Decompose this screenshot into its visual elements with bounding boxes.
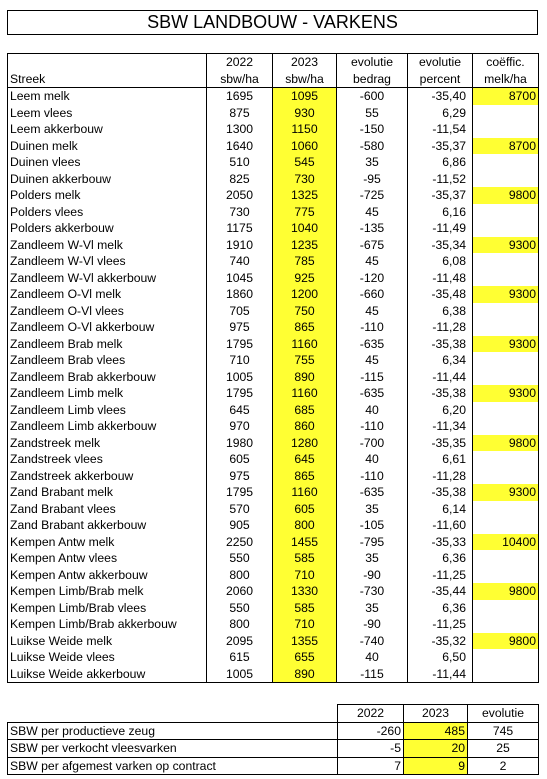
cell-coeffic-melk [473, 352, 539, 369]
cell-sbw-2023: 930 [273, 105, 337, 122]
cell-evolutie-bedrag: -635 [337, 385, 408, 402]
table-row [8, 286, 539, 303]
cell-streek: Zandleem Limb vlees [8, 402, 207, 419]
cell-evolutie-percent: -35,44 [408, 583, 473, 600]
cell-streek: Zandleem O-Vl vlees [8, 303, 207, 320]
cell-sbw-2022: 2250 [207, 534, 273, 551]
cell-sbw-2022: 645 [207, 402, 273, 419]
cell-sbw-2022: 730 [207, 204, 273, 221]
cell-coeffic-melk: 9800 [473, 435, 539, 452]
cell-coeffic-melk [473, 501, 539, 518]
cell-evolutie-percent: -35,48 [408, 286, 473, 303]
cell-evolutie-bedrag: 35 [337, 154, 408, 171]
table-row [8, 369, 539, 386]
cell-sbw-2023: 585 [273, 550, 337, 567]
cell-coeffic-melk [473, 220, 539, 237]
cell-sbw-2023: 710 [273, 567, 337, 584]
summary-header-blank [8, 705, 338, 723]
cell-coeffic-melk: 8700 [473, 88, 539, 105]
cell-evolutie-bedrag: -700 [337, 435, 408, 452]
cell-evolutie-bedrag: -675 [337, 237, 408, 254]
cell-evolutie-bedrag: -105 [337, 517, 408, 534]
header-percent: percent [408, 71, 473, 88]
cell-sbw-2023: 775 [273, 204, 337, 221]
header-streek: Streek [8, 71, 207, 88]
cell-streek: Kempen Limb/Brab akkerbouw [8, 616, 207, 633]
cell-coeffic-melk [473, 600, 539, 617]
cell-evolutie-percent: 6,38 [408, 303, 473, 320]
table-row [8, 121, 539, 138]
cell-streek: Kempen Antw akkerbouw [8, 567, 207, 584]
cell-evolutie-bedrag: -580 [337, 138, 408, 155]
cell-sbw-2023: 730 [273, 171, 337, 188]
cell-coeffic-melk: 9800 [473, 583, 539, 600]
cell-sbw-2022: 550 [207, 550, 273, 567]
header-evolutie-percent: evolutie [408, 54, 473, 71]
cell-coeffic-melk [473, 649, 539, 666]
cell-coeffic-melk [473, 418, 539, 435]
cell-evolutie-bedrag: -660 [337, 286, 408, 303]
cell-streek: Luikse Weide melk [8, 633, 207, 650]
cell-coeffic-melk [473, 270, 539, 287]
cell-coeffic-melk [473, 666, 539, 683]
cell-evolutie-bedrag: -635 [337, 336, 408, 353]
header-2023: 2023 [273, 54, 337, 71]
table-row [8, 484, 539, 501]
cell-evolutie-percent: 6,36 [408, 550, 473, 567]
cell-sbw-2022: 605 [207, 451, 273, 468]
cell-streek: Zandleem Brab vlees [8, 352, 207, 369]
cell-sbw-2022: 1175 [207, 220, 273, 237]
cell-sbw-2022: 800 [207, 616, 273, 633]
cell-streek: Kempen Antw melk [8, 534, 207, 551]
cell-sbw-2022: 1695 [207, 88, 273, 105]
cell-sbw-2023: 1040 [273, 220, 337, 237]
cell-sbw-2023: 890 [273, 666, 337, 683]
cell-sbw-2023: 585 [273, 600, 337, 617]
cell-evolutie-percent: -11,25 [408, 616, 473, 633]
cell-evolutie-percent: -11,49 [408, 220, 473, 237]
table-row [8, 138, 539, 155]
cell-evolutie-percent: 6,29 [408, 105, 473, 122]
cell-evolutie-percent: 6,36 [408, 600, 473, 617]
cell-sbw-2023: 645 [273, 451, 337, 468]
cell-sbw-2023: 685 [273, 402, 337, 419]
cell-sbw-2022: 1860 [207, 286, 273, 303]
summary-table [7, 704, 539, 775]
cell-evolutie-bedrag: -110 [337, 468, 408, 485]
cell-evolutie-percent: -35,38 [408, 336, 473, 353]
header-bedrag: bedrag [337, 71, 408, 88]
cell-coeffic-melk [473, 171, 539, 188]
table-row [8, 270, 539, 287]
cell-streek: Duinen vlees [8, 154, 207, 171]
cell-evolutie-bedrag: -95 [337, 171, 408, 188]
cell-coeffic-melk [473, 402, 539, 419]
header-row-1 [8, 54, 539, 71]
summary-row [8, 722, 539, 740]
cell-sbw-2022: 2095 [207, 633, 273, 650]
summary-row [8, 740, 539, 758]
cell-evolutie-bedrag: -110 [337, 418, 408, 435]
cell-coeffic-melk [473, 303, 539, 320]
cell-sbw-2023: 1060 [273, 138, 337, 155]
cell-sbw-2022: 1005 [207, 666, 273, 683]
cell-evolutie-percent: 6,34 [408, 352, 473, 369]
cell-evolutie-percent: -11,34 [408, 418, 473, 435]
cell-evolutie-percent: -11,25 [408, 567, 473, 584]
header-2022-unit: sbw/ha [207, 71, 273, 88]
cell-streek: Leem vlees [8, 105, 207, 122]
cell-sbw-2022: 975 [207, 468, 273, 485]
cell-coeffic-melk [473, 319, 539, 336]
cell-evolutie-bedrag: -90 [337, 616, 408, 633]
cell-evolutie-bedrag: -90 [337, 567, 408, 584]
cell-sbw-2022: 1795 [207, 336, 273, 353]
cell-sbw-2023: 605 [273, 501, 337, 518]
summary-2023: 485 [404, 722, 468, 740]
table-row [8, 237, 539, 254]
cell-evolutie-percent: 6,61 [408, 451, 473, 468]
table-row [8, 567, 539, 584]
table-row [8, 105, 539, 122]
cell-sbw-2022: 710 [207, 352, 273, 369]
summary-header-2022: 2022 [338, 705, 404, 723]
table-row [8, 303, 539, 320]
cell-evolutie-bedrag: -115 [337, 666, 408, 683]
table-row [8, 352, 539, 369]
cell-evolutie-bedrag: 40 [337, 402, 408, 419]
cell-coeffic-melk: 10400 [473, 534, 539, 551]
table-row [8, 171, 539, 188]
header-melk-ha: melk/ha [473, 71, 539, 88]
cell-sbw-2022: 1795 [207, 385, 273, 402]
cell-evolutie-bedrag: -150 [337, 121, 408, 138]
cell-evolutie-percent: -11,54 [408, 121, 473, 138]
cell-sbw-2022: 1045 [207, 270, 273, 287]
summary-header-evolutie: evolutie [468, 705, 539, 723]
cell-evolutie-percent: 6,50 [408, 649, 473, 666]
cell-evolutie-percent: -35,34 [408, 237, 473, 254]
cell-sbw-2022: 875 [207, 105, 273, 122]
cell-evolutie-bedrag: 55 [337, 105, 408, 122]
table-row [8, 550, 539, 567]
header-blank [8, 54, 207, 71]
summary-evolutie: 745 [468, 722, 539, 740]
cell-sbw-2023: 755 [273, 352, 337, 369]
table-row [8, 468, 539, 485]
cell-sbw-2023: 750 [273, 303, 337, 320]
header-2022: 2022 [207, 54, 273, 71]
cell-evolutie-percent: -35,37 [408, 187, 473, 204]
table-row [8, 517, 539, 534]
cell-evolutie-percent: -35,33 [408, 534, 473, 551]
summary-evolutie: 25 [468, 740, 539, 758]
cell-evolutie-percent: -35,37 [408, 138, 473, 155]
table-row [8, 633, 539, 650]
cell-sbw-2022: 510 [207, 154, 273, 171]
sbw-table [7, 53, 539, 683]
summary-2022: -260 [338, 722, 404, 740]
cell-streek: Zandleem Brab akkerbouw [8, 369, 207, 386]
cell-evolutie-percent: -35,38 [408, 385, 473, 402]
cell-evolutie-bedrag: -115 [337, 369, 408, 386]
cell-streek: Kempen Antw vlees [8, 550, 207, 567]
cell-evolutie-percent: 6,14 [408, 501, 473, 518]
cell-sbw-2022: 1910 [207, 237, 273, 254]
cell-streek: Zandleem O-Vl melk [8, 286, 207, 303]
table-row [8, 666, 539, 683]
cell-sbw-2023: 1280 [273, 435, 337, 452]
cell-streek: Zand Brabant vlees [8, 501, 207, 518]
cell-coeffic-melk [473, 253, 539, 270]
cell-evolutie-bedrag: -135 [337, 220, 408, 237]
cell-coeffic-melk [473, 121, 539, 138]
table-row [8, 253, 539, 270]
cell-evolutie-bedrag: 35 [337, 501, 408, 518]
cell-sbw-2022: 975 [207, 319, 273, 336]
cell-sbw-2023: 865 [273, 468, 337, 485]
summary-2022: -5 [338, 740, 404, 758]
cell-sbw-2022: 2060 [207, 583, 273, 600]
cell-streek: Zandleem W-Vl melk [8, 237, 207, 254]
cell-evolutie-percent: -11,52 [408, 171, 473, 188]
cell-evolutie-percent: -11,44 [408, 666, 473, 683]
cell-coeffic-melk [473, 369, 539, 386]
cell-coeffic-melk: 9300 [473, 336, 539, 353]
cell-evolutie-bedrag: 40 [337, 649, 408, 666]
cell-streek: Zand Brabant akkerbouw [8, 517, 207, 534]
cell-streek: Zandleem O-Vl akkerbouw [8, 319, 207, 336]
cell-coeffic-melk: 9300 [473, 286, 539, 303]
cell-coeffic-melk [473, 105, 539, 122]
cell-sbw-2023: 710 [273, 616, 337, 633]
page-title: SBW LANDBOUW - VARKENS [7, 10, 538, 35]
cell-sbw-2023: 1160 [273, 484, 337, 501]
cell-streek: Leem akkerbouw [8, 121, 207, 138]
cell-evolutie-bedrag: 35 [337, 550, 408, 567]
cell-streek: Leem melk [8, 88, 207, 105]
cell-sbw-2022: 1300 [207, 121, 273, 138]
cell-streek: Zandleem Limb akkerbouw [8, 418, 207, 435]
cell-evolutie-bedrag: -795 [337, 534, 408, 551]
table-row [8, 220, 539, 237]
cell-sbw-2022: 2050 [207, 187, 273, 204]
cell-sbw-2022: 1980 [207, 435, 273, 452]
cell-coeffic-melk: 9800 [473, 633, 539, 650]
header-2023-unit: sbw/ha [273, 71, 337, 88]
table-row [8, 385, 539, 402]
cell-evolutie-percent: -11,28 [408, 319, 473, 336]
table-row [8, 336, 539, 353]
cell-evolutie-bedrag: 45 [337, 352, 408, 369]
cell-evolutie-percent: 6,08 [408, 253, 473, 270]
table-row [8, 501, 539, 518]
cell-sbw-2023: 785 [273, 253, 337, 270]
summary-2022: 7 [338, 757, 404, 775]
cell-streek: Zand Brabant melk [8, 484, 207, 501]
cell-coeffic-melk [473, 616, 539, 633]
cell-streek: Duinen melk [8, 138, 207, 155]
cell-sbw-2022: 1005 [207, 369, 273, 386]
table-row [8, 418, 539, 435]
table-row [8, 402, 539, 419]
cell-sbw-2023: 1160 [273, 336, 337, 353]
cell-evolutie-bedrag: -740 [337, 633, 408, 650]
cell-sbw-2023: 1235 [273, 237, 337, 254]
cell-sbw-2022: 800 [207, 567, 273, 584]
cell-evolutie-percent: 6,16 [408, 204, 473, 221]
header-evolutie-bedrag: evolutie [337, 54, 408, 71]
table-row [8, 154, 539, 171]
cell-evolutie-bedrag: 45 [337, 253, 408, 270]
cell-sbw-2022: 570 [207, 501, 273, 518]
summary-2023: 20 [404, 740, 468, 758]
cell-sbw-2022: 1640 [207, 138, 273, 155]
cell-coeffic-melk [473, 451, 539, 468]
summary-row [8, 757, 539, 775]
cell-coeffic-melk: 9800 [473, 187, 539, 204]
cell-evolutie-bedrag: -635 [337, 484, 408, 501]
cell-streek: Zandleem W-Vl akkerbouw [8, 270, 207, 287]
cell-coeffic-melk: 9300 [473, 237, 539, 254]
cell-coeffic-melk [473, 468, 539, 485]
cell-coeffic-melk [473, 154, 539, 171]
cell-sbw-2023: 1095 [273, 88, 337, 105]
cell-sbw-2023: 1160 [273, 385, 337, 402]
cell-sbw-2022: 970 [207, 418, 273, 435]
header-row-2 [8, 71, 539, 88]
summary-label: SBW per verkocht vleesvarken [8, 740, 338, 758]
cell-evolutie-percent: -11,28 [408, 468, 473, 485]
table-row [8, 88, 539, 105]
cell-sbw-2023: 865 [273, 319, 337, 336]
cell-evolutie-bedrag: 45 [337, 204, 408, 221]
cell-coeffic-melk: 9300 [473, 484, 539, 501]
cell-sbw-2022: 705 [207, 303, 273, 320]
summary-label: SBW per productieve zeug [8, 722, 338, 740]
cell-coeffic-melk: 9300 [473, 385, 539, 402]
table-row [8, 319, 539, 336]
cell-streek: Polders akkerbouw [8, 220, 207, 237]
cell-evolutie-bedrag: -120 [337, 270, 408, 287]
cell-streek: Luikse Weide vlees [8, 649, 207, 666]
table-row [8, 435, 539, 452]
cell-evolutie-percent: -11,48 [408, 270, 473, 287]
cell-evolutie-bedrag: -730 [337, 583, 408, 600]
summary-evolutie: 2 [468, 757, 539, 775]
cell-sbw-2023: 1330 [273, 583, 337, 600]
cell-evolutie-bedrag: -600 [337, 88, 408, 105]
cell-evolutie-percent: -11,60 [408, 517, 473, 534]
cell-evolutie-percent: -11,44 [408, 369, 473, 386]
cell-evolutie-percent: -35,32 [408, 633, 473, 650]
cell-sbw-2023: 545 [273, 154, 337, 171]
cell-sbw-2022: 825 [207, 171, 273, 188]
table-row [8, 649, 539, 666]
cell-evolutie-percent: -35,38 [408, 484, 473, 501]
cell-evolutie-bedrag: 45 [337, 303, 408, 320]
cell-sbw-2022: 615 [207, 649, 273, 666]
cell-streek: Zandleem W-Vl vlees [8, 253, 207, 270]
cell-evolutie-percent: 6,86 [408, 154, 473, 171]
cell-streek: Zandstreek vlees [8, 451, 207, 468]
cell-evolutie-percent: -35,40 [408, 88, 473, 105]
table-row [8, 187, 539, 204]
cell-coeffic-melk: 8700 [473, 138, 539, 155]
cell-evolutie-bedrag: 40 [337, 451, 408, 468]
table-row [8, 534, 539, 551]
table-row [8, 583, 539, 600]
cell-evolutie-bedrag: 35 [337, 600, 408, 617]
header-coeffic: coëffic. [473, 54, 539, 71]
summary-header-2023: 2023 [404, 705, 468, 723]
cell-sbw-2022: 905 [207, 517, 273, 534]
table-row [8, 204, 539, 221]
cell-sbw-2023: 655 [273, 649, 337, 666]
table-row [8, 451, 539, 468]
summary-2023: 9 [404, 757, 468, 775]
cell-streek: Luikse Weide akkerbouw [8, 666, 207, 683]
cell-streek: Zandleem Brab melk [8, 336, 207, 353]
cell-sbw-2023: 925 [273, 270, 337, 287]
cell-streek: Duinen akkerbouw [8, 171, 207, 188]
cell-streek: Kempen Limb/Brab melk [8, 583, 207, 600]
cell-streek: Zandstreek melk [8, 435, 207, 452]
cell-evolutie-bedrag: -110 [337, 319, 408, 336]
cell-sbw-2023: 1150 [273, 121, 337, 138]
cell-streek: Polders vlees [8, 204, 207, 221]
summary-header-row [8, 705, 539, 723]
table-row [8, 616, 539, 633]
cell-evolutie-percent: -35,35 [408, 435, 473, 452]
cell-sbw-2023: 890 [273, 369, 337, 386]
cell-streek: Zandstreek akkerbouw [8, 468, 207, 485]
cell-coeffic-melk [473, 567, 539, 584]
cell-sbw-2023: 1200 [273, 286, 337, 303]
cell-sbw-2023: 1325 [273, 187, 337, 204]
cell-sbw-2023: 800 [273, 517, 337, 534]
cell-streek: Kempen Limb/Brab vlees [8, 600, 207, 617]
cell-sbw-2023: 1355 [273, 633, 337, 650]
cell-sbw-2022: 1795 [207, 484, 273, 501]
cell-evolutie-bedrag: -725 [337, 187, 408, 204]
cell-sbw-2022: 740 [207, 253, 273, 270]
cell-coeffic-melk [473, 204, 539, 221]
cell-streek: Zandleem Limb melk [8, 385, 207, 402]
table-row [8, 600, 539, 617]
cell-sbw-2022: 550 [207, 600, 273, 617]
cell-coeffic-melk [473, 517, 539, 534]
cell-coeffic-melk [473, 550, 539, 567]
summary-label: SBW per afgemest varken op contract [8, 757, 338, 775]
cell-sbw-2023: 1455 [273, 534, 337, 551]
cell-sbw-2023: 860 [273, 418, 337, 435]
cell-streek: Polders melk [8, 187, 207, 204]
cell-evolutie-percent: 6,20 [408, 402, 473, 419]
